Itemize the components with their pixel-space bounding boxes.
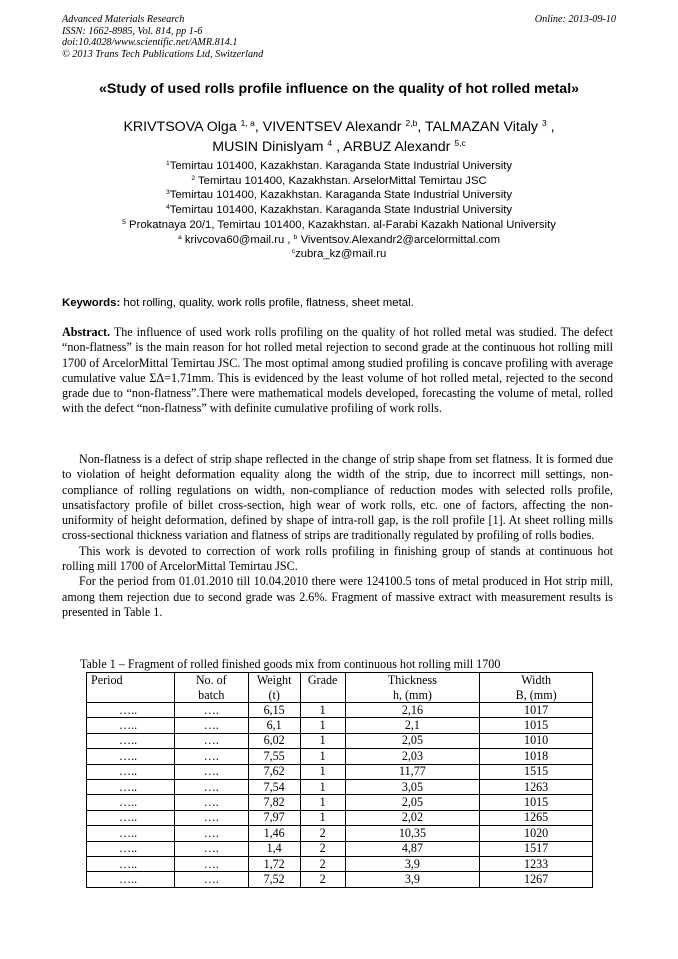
email-sup: b <box>293 233 298 241</box>
table-cell: ….. <box>87 779 175 794</box>
body-text <box>62 452 613 620</box>
affiliation <box>30 218 648 233</box>
table-cell: 6,02 <box>248 733 300 748</box>
table-row <box>87 779 593 794</box>
col-header-period: Period <box>87 673 175 703</box>
online-date: Online: 2013-09-10 <box>534 14 616 25</box>
table-cell: 6,1 <box>248 718 300 733</box>
author-name: MUSIN Dinislyam <box>212 139 324 155</box>
affiliation-text: Temirtau 101400, Kazakhstan. Karaganda State Industrial University <box>169 160 512 172</box>
author-name: VIVENTSEV Alexandr <box>262 119 402 135</box>
col-header-grade: Grade <box>300 673 345 703</box>
table-header-row <box>87 673 593 703</box>
col-header-width: Width B, (mm) <box>480 673 593 703</box>
table-cell: …. <box>174 718 248 733</box>
table-cell: …. <box>174 856 248 871</box>
keywords-label: Keywords: <box>62 297 121 309</box>
author-list <box>30 117 648 157</box>
table-cell: ….. <box>87 856 175 871</box>
table-cell: 1015 <box>480 795 593 810</box>
table-cell: ….. <box>87 841 175 856</box>
table-cell: 2 <box>300 856 345 871</box>
table-cell: 1263 <box>480 779 593 794</box>
col-header-batch: No. of batch <box>174 673 248 703</box>
email-line <box>30 233 648 248</box>
table-cell: 3,9 <box>345 872 480 887</box>
table-row <box>87 764 593 779</box>
author-sup: 1, a <box>240 117 255 128</box>
table-cell: 1 <box>300 749 345 764</box>
running-header <box>62 14 616 64</box>
affiliation <box>30 188 648 203</box>
doi: doi:10.4028/www.scientific.net/AMR.814.1 <box>62 37 238 49</box>
affiliation-sup: 2 <box>191 174 196 182</box>
affiliation <box>30 174 648 189</box>
email-sup: c <box>291 248 296 256</box>
table-cell: ….. <box>87 795 175 810</box>
paragraph: For the period from 01.01.2010 till 10.04.2010 there were 124100.5 tons of metal produced in Hot strip mill, among them rejection due to second grade was 2.6%. Fragment of massive extract with measurement results is presented in Table 1. <box>62 574 613 619</box>
journal-name: Advanced Materials Research <box>62 14 185 25</box>
table-cell: 1 <box>300 810 345 825</box>
table-row <box>87 841 593 856</box>
issn: ISSN: 1662-8985, Vol. 814, pp 1-6 <box>62 25 203 37</box>
table-cell: …. <box>174 872 248 887</box>
keywords <box>62 296 616 310</box>
affiliation-sup: 4 <box>165 204 170 212</box>
table-cell: 2,02 <box>345 810 480 825</box>
table-cell: 3,9 <box>345 856 480 871</box>
table-cell: …. <box>174 749 248 764</box>
table-cell: 1 <box>300 703 345 718</box>
author-name: KRIVTSOVA Olga <box>123 119 237 135</box>
table-cell: …. <box>174 841 248 856</box>
table-cell: 6,15 <box>248 703 300 718</box>
table-cell: 1,72 <box>248 856 300 871</box>
author-name: ARBUZ Alexandr <box>343 139 451 155</box>
affiliation-text: Prokatnaya 20/1, Temirtau 101400, Kazakhstan. al-Farabi Kazakh National University <box>125 218 556 231</box>
paragraph: This work is devoted to correction of work rolls profiling in finishing group of stands at continuous hot rolling mill 1700 of ArcelorMittal Temirtau JSC. <box>62 543 613 574</box>
table-cell: 2 <box>300 872 345 887</box>
table-cell: 4,87 <box>345 841 480 856</box>
table-cell: 3,05 <box>345 779 480 794</box>
table-row <box>87 718 593 733</box>
keywords-text: hot rolling, quality, work rolls profile, flatness, sheet metal. <box>120 297 414 309</box>
table-cell: 7,54 <box>248 779 300 794</box>
table-row <box>87 826 593 841</box>
abstract <box>62 325 613 417</box>
table-cell: ….. <box>87 749 175 764</box>
table-cell: 2,05 <box>345 733 480 748</box>
table-cell: 1 <box>300 764 345 779</box>
table-row <box>87 872 593 887</box>
affiliations <box>30 159 648 262</box>
col-header-weight: Weight (t) <box>248 673 300 703</box>
col-header-thickness: Thickness h, (mm) <box>345 673 480 703</box>
table-cell: 1 <box>300 733 345 748</box>
table-row <box>87 810 593 825</box>
affiliation-sup: 1 <box>165 159 170 167</box>
email-line <box>30 247 648 262</box>
table-cell: 10,35 <box>345 826 480 841</box>
table-cell: …. <box>174 703 248 718</box>
table-cell: ….. <box>87 764 175 779</box>
affiliation <box>30 159 648 174</box>
email-a[interactable]: krivcova60@mail.ru , <box>181 233 291 246</box>
affiliation-text: Temirtau 101400, Kazakhstan. Karaganda State Industrial University <box>169 204 512 217</box>
author-sup: 2,b <box>405 117 418 128</box>
author-sup: 3 <box>541 117 547 128</box>
affiliation <box>30 203 648 218</box>
table-cell: 7,82 <box>248 795 300 810</box>
affiliation-sup: 5 <box>122 218 126 226</box>
table-cell: 1 <box>300 795 345 810</box>
table-row <box>87 749 593 764</box>
author-line-2: MUSIN Dinislyam $^4$ , ARBUZ Alexandr $^{5,c}$ <box>212 137 466 155</box>
table-cell: ….. <box>87 703 175 718</box>
table-cell: …. <box>174 826 248 841</box>
table-cell: 2 <box>300 826 345 841</box>
affiliation-sup: 3 <box>165 189 170 197</box>
abstract-label: Abstract. <box>62 325 111 339</box>
table-cell: ….. <box>87 826 175 841</box>
table-cell: ….. <box>87 733 175 748</box>
data-table <box>86 672 593 888</box>
table-row <box>87 703 593 718</box>
table-cell: 2,1 <box>345 718 480 733</box>
affiliation-text: Temirtau 101400, Kazakhstan. Karaganda State Industrial University <box>169 189 512 202</box>
table-row <box>87 856 593 871</box>
email-sup: a <box>177 233 182 241</box>
table-cell: 1265 <box>480 810 593 825</box>
table-cell: 1010 <box>480 733 593 748</box>
table-cell: 1015 <box>480 718 593 733</box>
copyright: © 2013 Trans Tech Publications Ltd, Switzerland <box>62 48 264 60</box>
table-cell: …. <box>174 795 248 810</box>
journal-info <box>62 14 263 60</box>
table-row <box>87 733 593 748</box>
table-cell: 1,4 <box>248 841 300 856</box>
author-sup: 5,c <box>454 137 466 148</box>
email-b[interactable]: Viventsov.Alexandr2@arcelormittal.com <box>297 233 500 246</box>
email-c[interactable]: zubra_kz@mail.ru <box>295 248 387 261</box>
table-cell: …. <box>174 779 248 794</box>
table-cell: …. <box>174 733 248 748</box>
table-cell: 2,05 <box>345 795 480 810</box>
table-cell: 11,77 <box>345 764 480 779</box>
table-cell: 7,62 <box>248 764 300 779</box>
author-line-1: KRIVTSOVA Olga $^{1, a}$, VIVENTSEV Alexandr $^{2,b}$, TALMAZAN Vitaly $^3$ , <box>123 117 555 135</box>
author-sup: 4 <box>327 137 333 148</box>
table-cell: …. <box>174 810 248 825</box>
author-name: TALMAZAN Vitaly <box>424 119 538 135</box>
table-caption: Table 1 – Fragment of rolled finished goods mix from continuous hot rolling mill 1700 <box>80 657 501 671</box>
table-cell: 1233 <box>480 856 593 871</box>
table-cell: 2 <box>300 841 345 856</box>
table-cell: 1018 <box>480 749 593 764</box>
paper-title: «Study of used rolls profile influence on the quality of hot rolled metal» <box>98 81 580 97</box>
table-cell: 2,16 <box>345 703 480 718</box>
table-cell: 1267 <box>480 872 593 887</box>
paragraph: Non-flatness is a defect of strip shape reflected in the change of strip shape from set flatness. It is formed due to violation of height deformation equality along the width of the strip, due to incorrect mill settings, non-compliance of rolling regulations on width, non-compliance of reduction modes with selected rolls profile, unsatisfactory profile of billet cross-section, high wear of work rolls, etc. one of factors, affecting the non-uniformity of height deformation, defined by shape of intra-roll gap, is the roll profile [1]. At sheet rolling mills cross-sectional thickness variation and flatness of strips are traditionally regulated by profiling of rolls bodies. <box>62 452 613 543</box>
table-cell: 2,03 <box>345 749 480 764</box>
table-cell: 1017 <box>480 703 593 718</box>
table-cell: 1 <box>300 779 345 794</box>
table-cell: 1515 <box>480 764 593 779</box>
affiliation-text: Temirtau 101400, Kazakhstan. ArselorMittal Temirtau JSC <box>195 174 487 187</box>
table-cell: 1,46 <box>248 826 300 841</box>
table-cell: ….. <box>87 810 175 825</box>
table-cell: ….. <box>87 872 175 887</box>
table-cell: 7,97 <box>248 810 300 825</box>
table-cell: …. <box>174 764 248 779</box>
table-cell: 7,52 <box>248 872 300 887</box>
table-cell: 7,55 <box>248 749 300 764</box>
abstract-text: The influence of used work rolls profiling on the quality of hot rolled metal was studied. The defect “non-flatness” is the main reason for hot rolled metal rejection to second grade at the continuous hot rolling mill 1700 of ArcelorMittal Temirtau JSC. The most optimal among studied profiling is concave profiling with average cumulative value ΣΔ=1.71mm. This is evidenced by the least volume of hot rolled metal, rejected to the second grade due to “non-flatness”.There were mathematical models developed, forecasting the volume of metal, rolled with the defect “non-flatness” with definite cumulative profiling of work rolls. <box>62 325 613 416</box>
table-cell: 1517 <box>480 841 593 856</box>
table-cell: 1020 <box>480 826 593 841</box>
table-row <box>87 795 593 810</box>
table-cell: ….. <box>87 718 175 733</box>
table-cell: 1 <box>300 718 345 733</box>
